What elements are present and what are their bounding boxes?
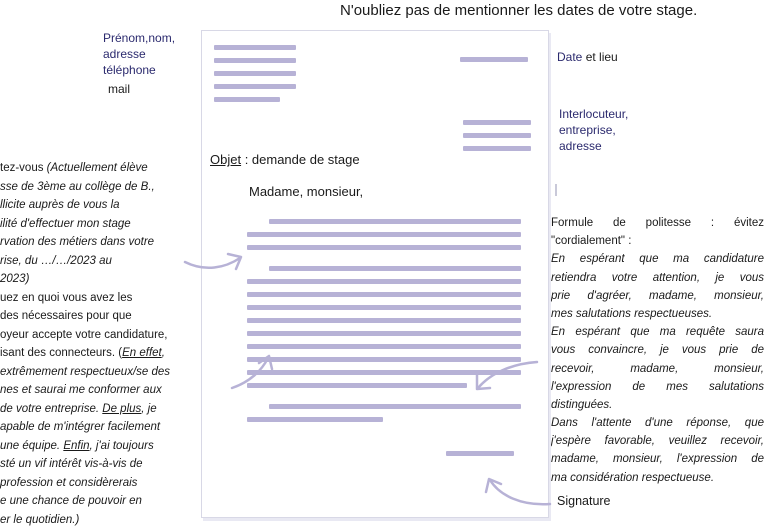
politeness-line: recevoir, madame, monsieur,: [551, 360, 764, 378]
politeness-line: ma considération respectueuse.: [551, 469, 764, 487]
left-line: une équipe. Enfin, j'ai toujours: [0, 437, 200, 456]
left-line: isant des connecteurs. (En effet,: [0, 344, 200, 363]
left-line: extrêmement respectueux/se des: [0, 363, 200, 382]
politeness-line: distinguées.: [551, 396, 764, 414]
politeness-line: prie d'agréer, madame, monsieur,: [551, 287, 764, 305]
left-line: de votre entreprise. De plus, je: [0, 400, 200, 419]
left-line: er le quotidien.): [0, 511, 200, 529]
arrow-left-top: [185, 258, 240, 268]
place-word: et lieu: [582, 50, 617, 64]
top-note: N'oubliez pas de mentionner les dates de votre stage.: [340, 2, 697, 19]
left-line: rise, du …/…/2023 au: [0, 252, 200, 271]
arrow-left-bottom: [232, 358, 268, 388]
politeness-intro: Formule de politesse : évitez: [551, 214, 764, 232]
left-line-italic: (Actuellement élève: [47, 162, 148, 174]
left-line: 2023): [0, 270, 200, 289]
politeness-intro: "cordialement" :: [551, 232, 764, 250]
recipient-line-address: adresse: [559, 138, 628, 154]
politeness-line: mes salutations respectueuses.: [551, 305, 764, 323]
politeness-line: vous convaincre, je vous prie de: [551, 341, 764, 359]
letter-greeting: Madame, monsieur,: [249, 184, 363, 199]
left-line: ilité d'effectuer mon stage: [0, 215, 200, 234]
sender-line-name: Prénom,nom,: [103, 30, 175, 46]
politeness-line: madame, monsieur, l'expression de: [551, 450, 764, 468]
sender-line-address: adresse: [103, 46, 175, 62]
recipient-line-contact: Interlocuteur,: [559, 106, 628, 122]
sender-mail: mail: [108, 82, 130, 96]
left-line: sté un vif intérêt vis-à-vis de: [0, 455, 200, 474]
left-line: profession et considèrerais: [0, 474, 200, 493]
politeness-line: En espérant que ma candidature: [551, 250, 764, 268]
politeness-line: retiendra votre attention, je vous: [551, 269, 764, 287]
politeness-line: En espérant que ma requête saura: [551, 323, 764, 341]
politeness-line: Dans l'attente d'une réponse, que: [551, 414, 764, 432]
recipient-line-company: entreprise,: [559, 122, 628, 138]
left-line: nes et saurai me conformer aux: [0, 381, 200, 400]
left-line: oyeur accepte votre candidature,: [0, 326, 200, 345]
left-line: rvation des métiers dans votre: [0, 233, 200, 252]
politeness-line: l'expression de mes salutations: [551, 378, 764, 396]
left-line: e une chance de pouvoir en: [0, 492, 200, 511]
arrow-right-mid: [478, 362, 537, 388]
sender-line-phone: téléphone: [103, 62, 175, 78]
left-line: tez-vous (Actuellement élève: [0, 159, 200, 178]
object-label: Objet: [210, 152, 241, 167]
left-line: uez en quoi vous avez les: [0, 289, 200, 308]
left-line: sse de 3ème au collège de B.,: [0, 178, 200, 197]
left-line: des nécessaires pour que: [0, 307, 200, 326]
signature-label: Signature: [557, 494, 611, 508]
date-word: Date: [557, 50, 582, 64]
politeness-line: j'espère favorable, veuillez recevoir,: [551, 432, 764, 450]
object-text: : demande de stage: [241, 152, 360, 167]
left-line: apable de m'intégrer facilement: [0, 418, 200, 437]
left-line: llicite auprès de vous la: [0, 196, 200, 215]
